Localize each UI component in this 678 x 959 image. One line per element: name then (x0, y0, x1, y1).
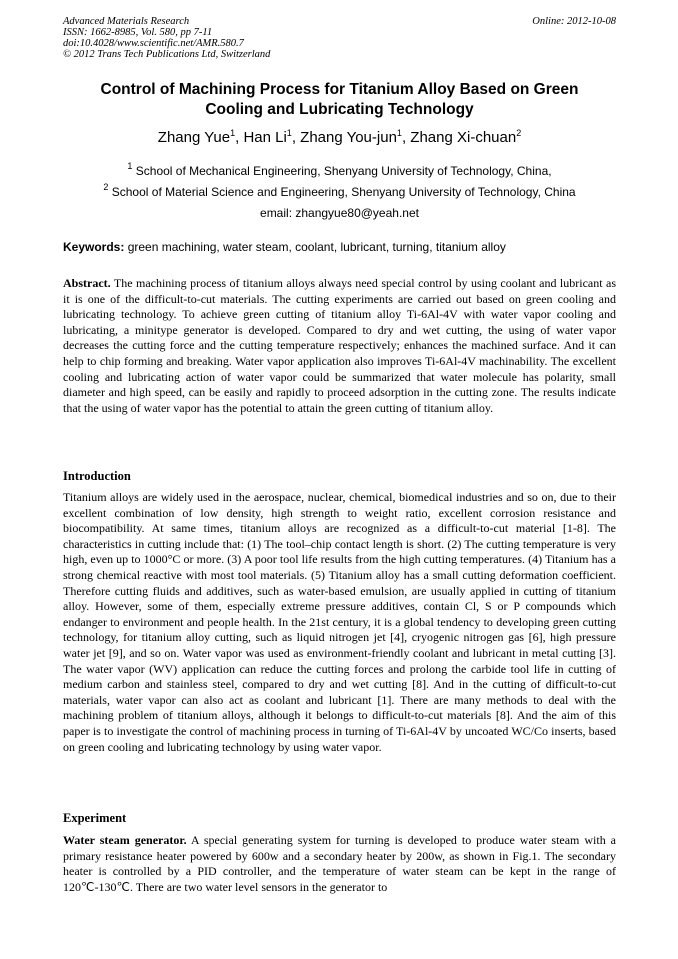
author: Zhang You-jun$^1$, (300, 128, 411, 146)
title-line-1: Control of Machining Process for Titanium Alloy Based on Green (100, 81, 579, 98)
journal-doi: doi:10.4028/www.scientific.net/AMR.580.7 (63, 38, 244, 49)
experiment-text: A special generating system for turning is developed to produce water steam with a primary resistance heater powered by 600w and a secondary heater by 200w, as shown in Fig.1. The secondary heater is controlled by a PID controller, and the temperature of water steam can be kept in the range of 120℃-130℃. There are two water level sensors in the generator to (63, 833, 616, 894)
affiliation-1: $^1$ School of Mechanical Engineering, Shenyang University of Technology, China, (127, 161, 552, 178)
keywords-label: Keywords: (63, 240, 125, 254)
section-heading-introduction: Introduction (63, 469, 131, 483)
author: Han Li$^1$, (243, 128, 301, 146)
author: Zhang Xi-chuan$^2$ (410, 128, 522, 146)
affiliation-2: $^2$ School of Material Science and Engineering, Shenyang University of Technology, China (103, 182, 576, 199)
online-date: Online: 2012-10-08 (532, 16, 616, 27)
abstract-text: The machining process of titanium alloys always need special control by using coolant and lubricant as it is one of the difficult-to-cut materials. The cutting experiments are carried out based on green cooling and lubricating technology. To achieve green cutting of titanium alloy Ti-6Al-4V with water vapor cooling and lubricating, a minitype generator is developed. Compared to dry and wet cutting, the using of water vapor decreases the cutting force and the cutting temperature respectively; enhances the machined surface. And it can help to chip forming and breaking. Water vapor application also improves Ti-6Al-4V machinability. The excellent cooling and lubricating action of water vapor could be summarized that water molecule has polarity, small diameter and high speed, can be easily and rapidly to proceed adsorption in the cutting zone. The results indicate that the using of water vapor has the potential to attain the green cutting of titanium alloy. (63, 276, 616, 415)
journal-name: Advanced Materials Research (63, 16, 190, 27)
abstract-label: Abstract. (63, 276, 111, 290)
journal-copyright: © 2012 Trans Tech Publications Ltd, Switzerland (63, 49, 271, 60)
subsection-label-water-steam-generator: Water steam generator. (63, 833, 187, 847)
introduction-text: Titanium alloys are widely used in the aerospace, nuclear, chemical, biomedical industries and so on, due to their excellent combination of low density, high strength to weight ratio, excellent corrosion resistance and biocompatibility. At same times, titanium alloys are recognized as a difficult-to-cut material [1-8]. The characteristics in cutting include that: (1) The tool–chip contact length is short. (2) The cutting temperature is very high, even up to 1000°C or more. (3) A poor tool life results from the high cutting temperatures. (4) Titanium has a strong chemical reactive with most tool materials. (5) Titanium alloy has a small cutting deformation coefficient. Therefore cutting fluids and additives, such as water-based emulsion, are usually applied in cutting of titanium alloy. However, some of them, especially extreme pressure additives, contain Cl, S or P compounds which endanger to environment and people health. In the 21st century, it is a global tendency to developing green cutting technology, for titanium alloy cutting, such as liquid nitrogen jet [4], cryogenic nitrogen gas [6], high pressure water jet [9], and so on. Water vapor was used as environment-friendly coolant and lubricant in metal cutting [3]. The water vapor (WV) application can reduce the cutting forces and prolong the carbide tool life in cutting of medium carbon and stainless steel, compared to dry and wet cutting [8]. And in the cutting of difficult-to-cut materials, water vapor can also act as coolant and lubricant [1]. There are many methods to deal with the machining problem of titanium alloys, although it belongs to difficult-to-cut materials [8]. And the aim of this paper is to investigate the control of machining process in turning of Ti-6Al-4V by uncoated WC/Co inserts, based on green cooling and lubricating technology by using water vapor. (63, 490, 616, 754)
author: Zhang Yue$^1$, (157, 128, 244, 146)
journal-header (63, 16, 616, 60)
title-line-2: Cooling and Lubricating Technology (205, 101, 474, 118)
author-list (63, 128, 616, 148)
journal-issn: ISSN: 1662-8985, Vol. 580, pp 7-11 (63, 27, 213, 38)
section-heading-experiment: Experiment (63, 811, 127, 825)
keywords (63, 239, 616, 255)
experiment-paragraph (63, 833, 616, 895)
abstract (63, 276, 616, 416)
keywords-text: green machining, water steam, coolant, lubricant, turning, titanium alloy (127, 240, 506, 254)
author-email: email: zhangyue80@yeah.net (260, 206, 419, 220)
paper-title (63, 80, 616, 120)
